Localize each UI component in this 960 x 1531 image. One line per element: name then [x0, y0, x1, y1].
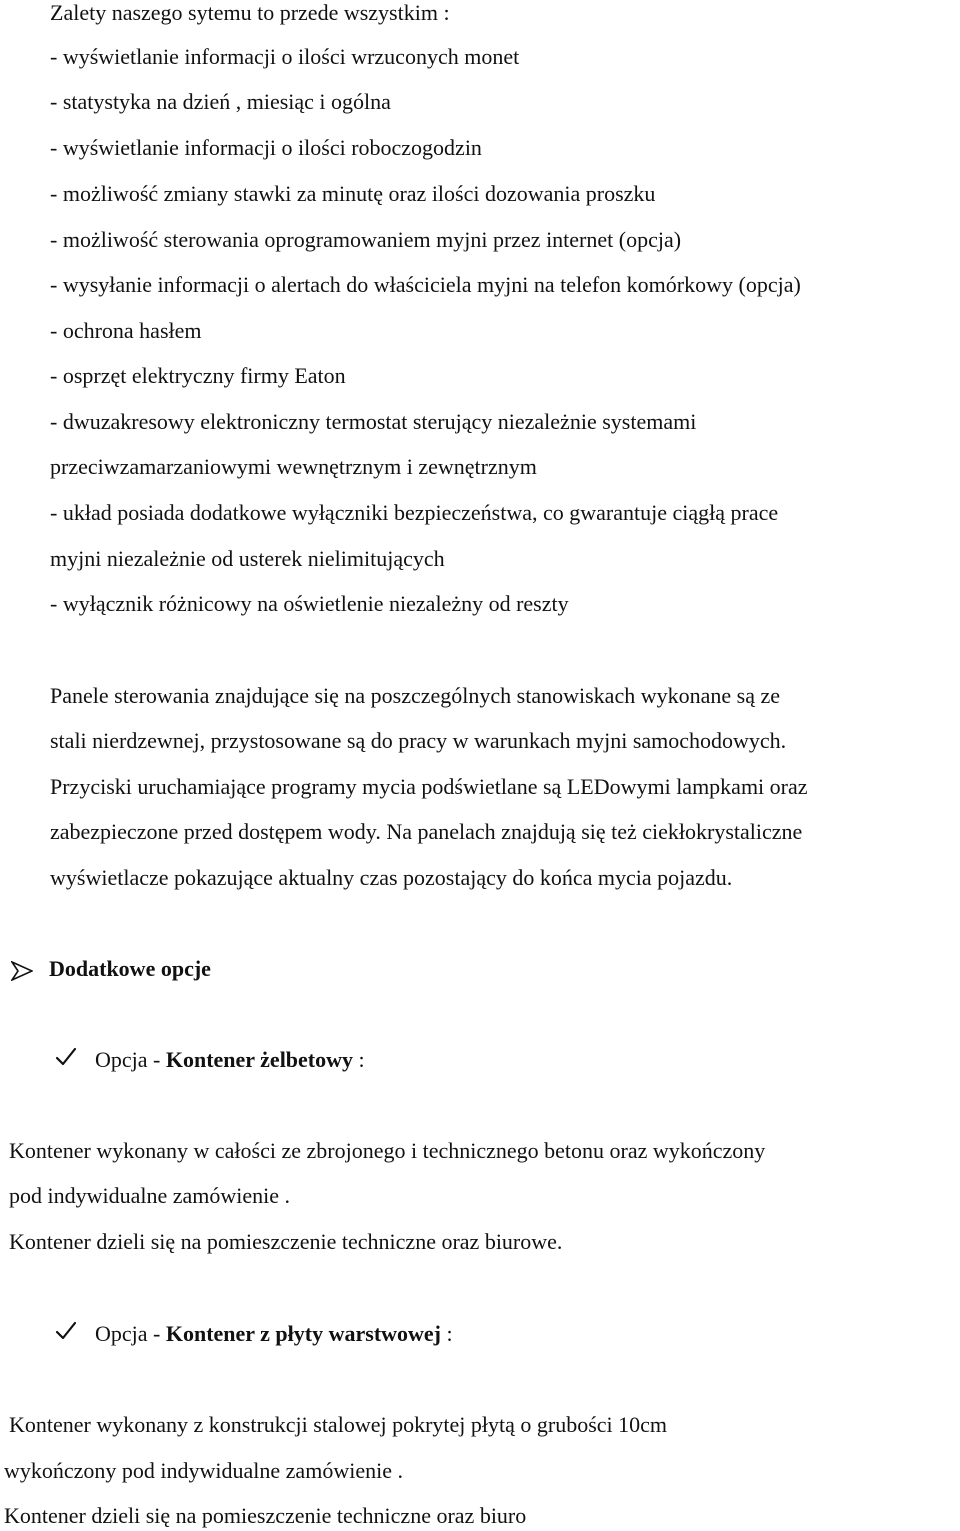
option2-description-line: Kontener dzieli się na pomieszczenie techniczne oraz biuro — [4, 1503, 527, 1528]
checkmark-icon — [55, 1321, 77, 1347]
options-heading: Dodatkowe opcje — [49, 956, 211, 981]
option1-prefix: Opcja - — [95, 1047, 166, 1072]
intro-item: myjni niezależnie od usterek nielimitujących — [50, 546, 445, 571]
intro-item: - osprzęt elektryczny firmy Eaton — [50, 363, 346, 388]
option2-name: Kontener z płyty warstwowej — [165, 1321, 442, 1346]
option2-description-line: Kontener wykonany z konstrukcji stalowej pokrytej płytą o grubości 10cm — [9, 1412, 668, 1437]
intro-item: - możliwość zmiany stawki za minutę oraz ilości dozowania proszku — [50, 181, 656, 206]
panels-paragraph-line: stali nierdzewnej, przystosowane są do pracy w warunkach myjni samochodowych. — [50, 728, 787, 753]
intro-item: - wyświetlanie informacji o ilości roboczogodzin — [50, 135, 482, 160]
intro-item: przeciwzamarzaniowymi wewnętrznym i zewnętrznym — [50, 454, 537, 479]
checkmark-icon — [55, 1047, 77, 1073]
option1-description-line: pod indywidualne zamówienie . — [9, 1183, 291, 1208]
intro-item: - układ posiada dodatkowe wyłączniki bezpieczeństwa, co gwarantuje ciągłą prace — [50, 500, 779, 525]
panels-paragraph-line: wyświetlacze pokazujące aktualny czas pozostający do końca mycia pojazdu. — [50, 865, 733, 890]
intro-item: - wyświetlanie informacji o ilości wrzuconych monet — [50, 44, 520, 69]
option1-description-line: Kontener wykonany w całości ze zbrojonego i technicznego betonu oraz wykończony — [9, 1138, 766, 1163]
option1-suffix: : — [353, 1047, 365, 1072]
panels-paragraph-line: Przyciski uruchamiające programy mycia podświetlane są LEDowymi lampkami oraz — [50, 774, 808, 799]
intro-item: - wyłącznik różnicowy na oświetlenie niezależny od reszty — [50, 591, 569, 616]
intro-item: - dwuzakresowy elektroniczny termostat sterujący niezależnie systemami — [50, 409, 697, 434]
option2-title — [95, 1321, 453, 1347]
option1-name: Kontener żelbetowy — [165, 1047, 354, 1072]
option1-description-line: Kontener dzieli się na pomieszczenie techniczne oraz biurowe. — [9, 1229, 563, 1254]
intro-item: - statystyka na dzień , miesiąc i ogólna — [50, 89, 391, 114]
option2-description-line: wykończony pod indywidualne zamówienie . — [4, 1458, 403, 1483]
intro-heading: Zalety naszego sytemu to przede wszystkim : — [50, 0, 450, 25]
option2-suffix: : — [441, 1321, 453, 1346]
option2-prefix: Opcja - — [95, 1321, 166, 1346]
panels-paragraph-line: zabezpieczone przed dostępem wody. Na panelach znajdują się też ciekłokrystaliczne — [50, 819, 803, 844]
intro-item: - ochrona hasłem — [50, 318, 202, 343]
panels-paragraph-line: Panele sterowania znajdujące się na poszczególnych stanowiskach wykonane są ze — [50, 683, 780, 708]
intro-item: - wysyłanie informacji o alertach do właściciela myjni na telefon komórkowy (opcja) — [50, 272, 801, 297]
intro-item: - możliwość sterowania oprogramowaniem myjni przez internet (opcja) — [50, 227, 682, 252]
option1-title — [95, 1047, 365, 1073]
arrow-bullet-icon — [11, 961, 33, 987]
